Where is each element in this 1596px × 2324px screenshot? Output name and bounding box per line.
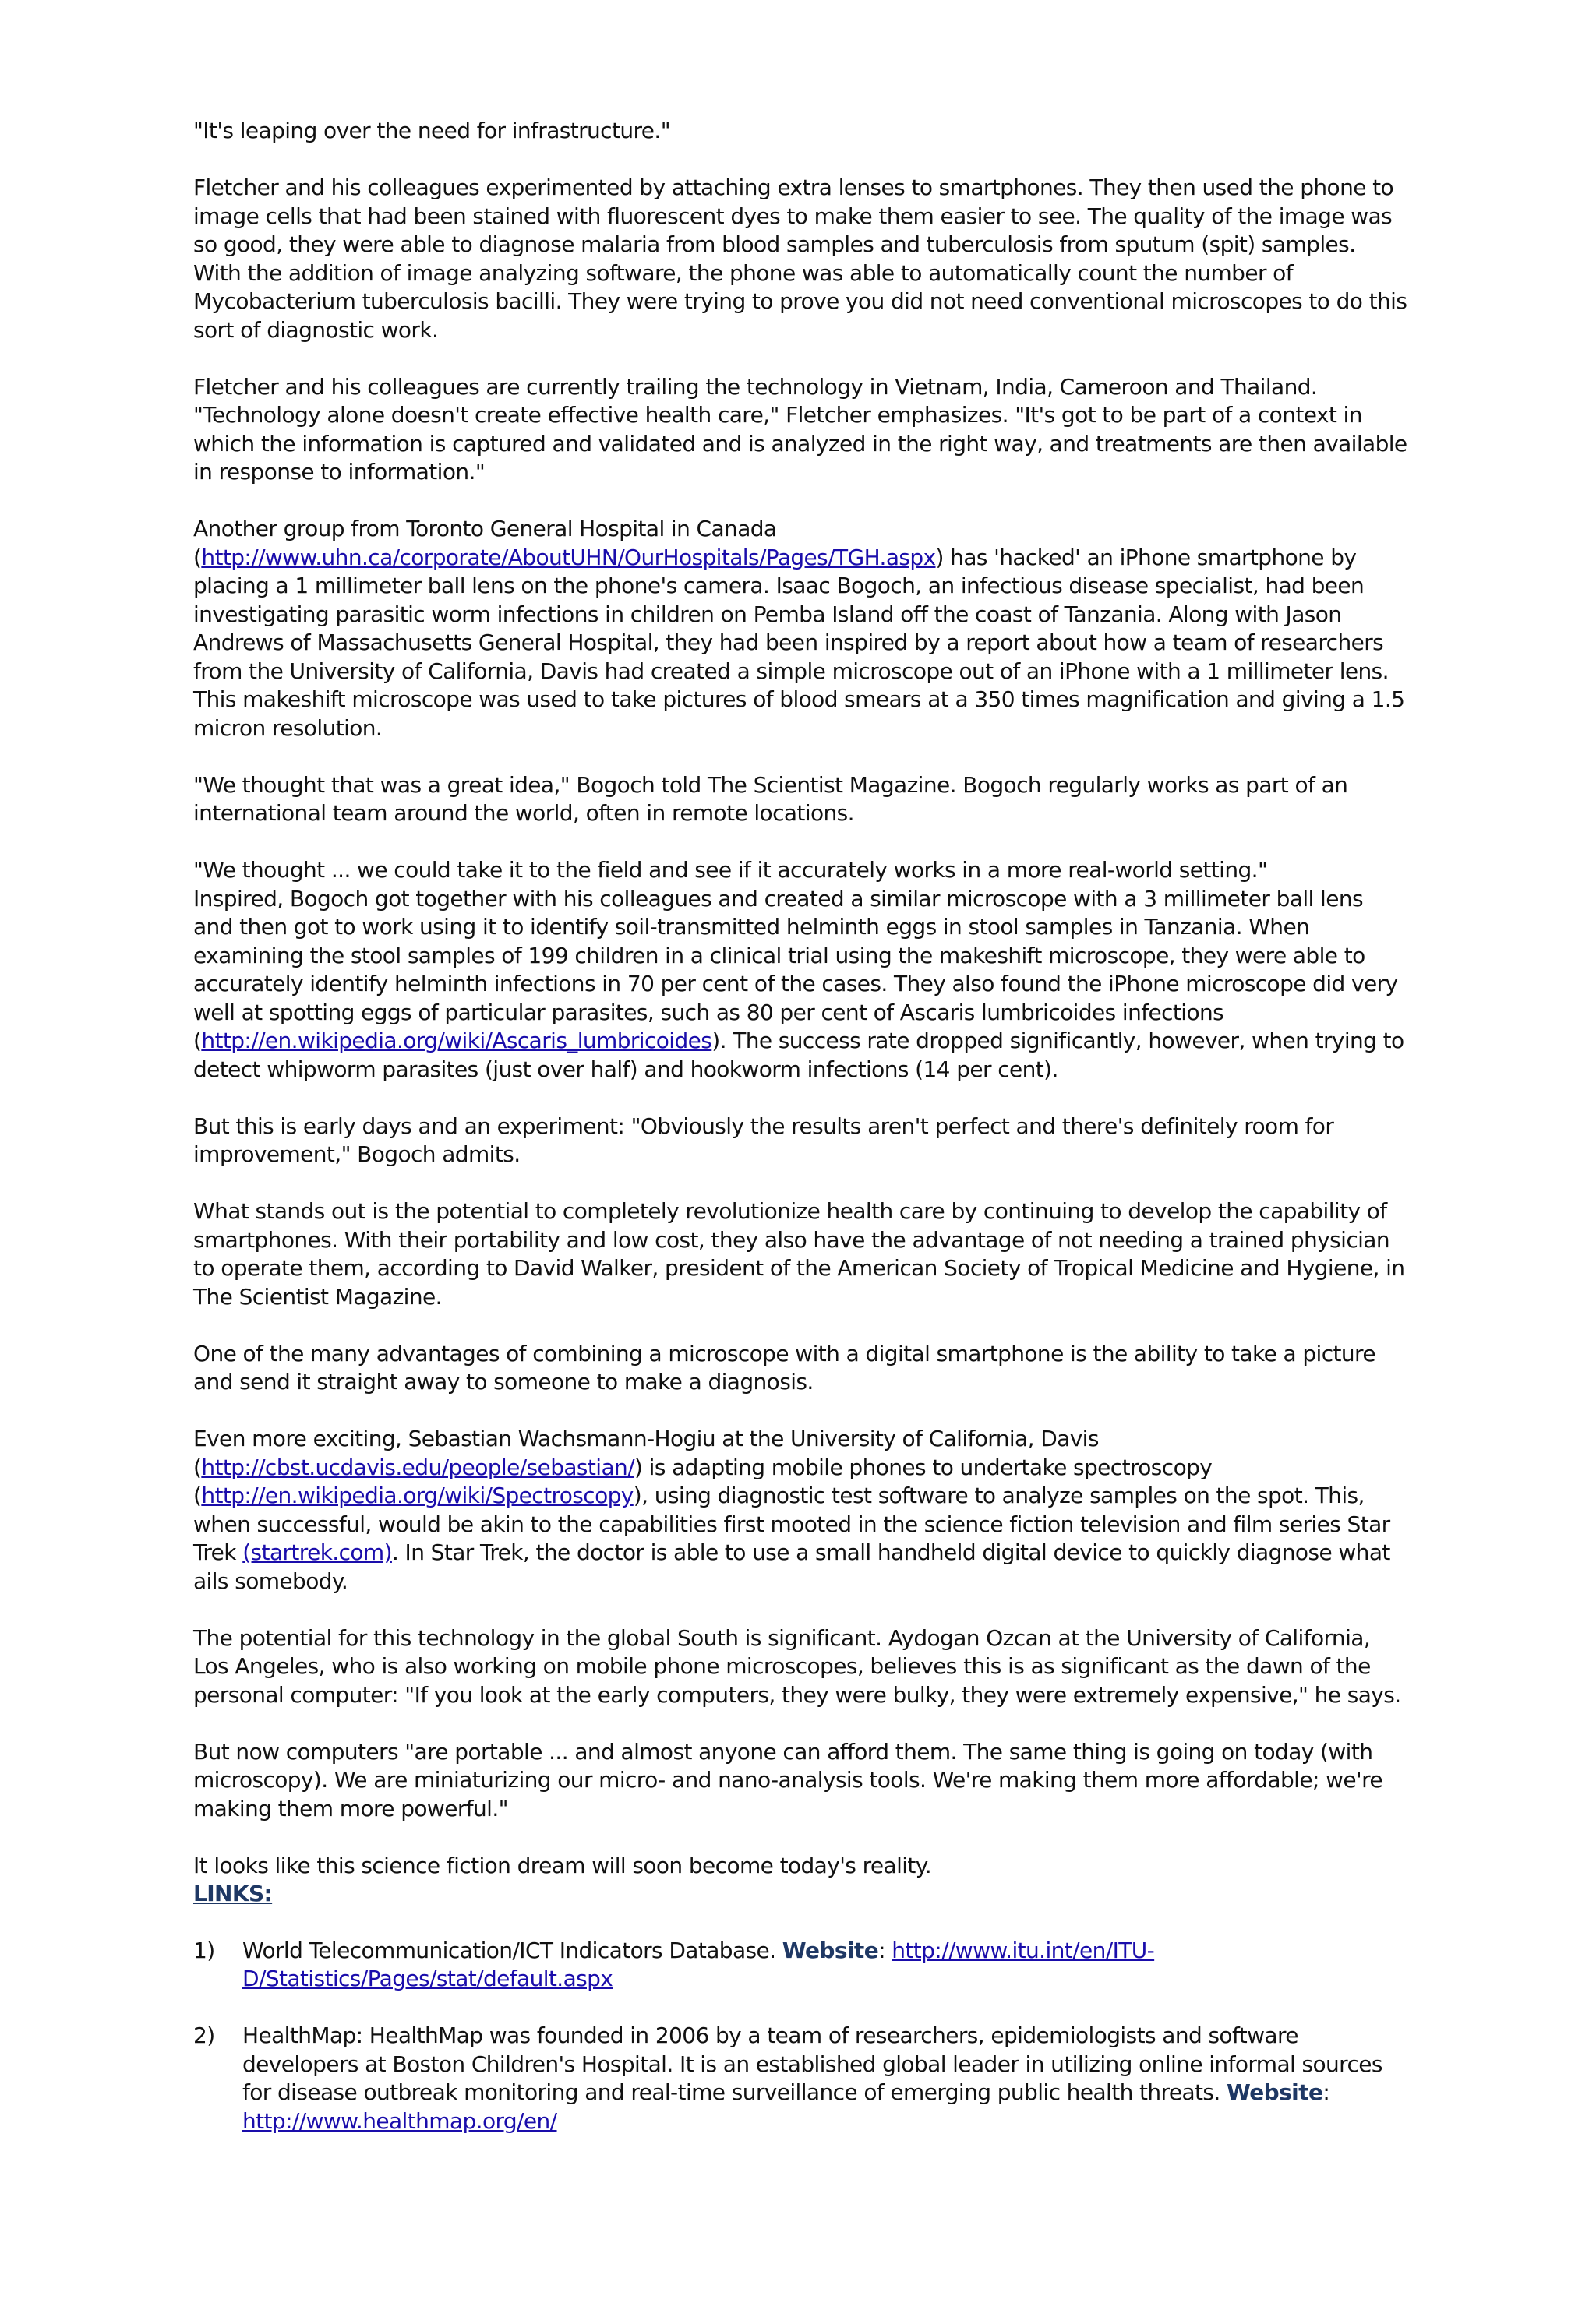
paragraph-text: What stands out is the potential to completely revolutionize health care by continuing to develop the capability of smartphones. With their portability and low cost, they also have the advantage of not needing a trained physician to operate them, according to David Walker, president of the American Society of Tropical Medicine and Hygiene, in The Scientist Magazine. bbox=[193, 1198, 1405, 1310]
paragraph-text: . In Star Trek, the doctor is able to use a small handheld digital device to quickly diagnose what ails somebody. bbox=[193, 1539, 1390, 1594]
article-paragraph bbox=[193, 373, 1409, 487]
document-page bbox=[193, 117, 1409, 2164]
article-paragraph bbox=[193, 1340, 1409, 1397]
paragraph-text: Another group from Toronto General Hospital in Canada ( bbox=[193, 516, 777, 570]
paragraph-text: One of the many advantages of combining a microscope with a digital smartphone is the ability to take a picture and send it straight away to someone to make a diagnosis. bbox=[193, 1340, 1375, 1395]
article-paragraph bbox=[193, 174, 1409, 344]
reference-link[interactable]: http://www.itu.int/en/ITU-D/Statistics/Pages/stat/default.aspx bbox=[242, 1937, 1155, 1991]
article-paragraph bbox=[193, 1425, 1409, 1596]
article-body bbox=[193, 117, 1409, 1880]
article-paragraph bbox=[193, 1197, 1409, 1311]
paragraph-text: "It's leaping over the need for infrastructure." bbox=[193, 118, 671, 143]
reference-number: 1) bbox=[193, 1937, 215, 1963]
paragraph-text: ) has 'hacked' an iPhone smartphone by placing a 1 millimeter ball lens on the phone's camera. Isaac Bogoch, an infectious disease specialist, had been investigating parasitic worm infections in children on Pemba Island off the coast of Tanzania. Along with Jason Andrews of Massachusetts General Hospital, they had been inspired by a report about how a team of researchers from the University of California, Davis had created a simple microscope out of an iPhone with a 1 millimeter lens. This makeshift microscope was used to take pictures of blood smears at a 350 times magnification and giving a 1.5 micron resolution. bbox=[193, 544, 1405, 741]
paragraph-text: But now computers "are portable ... and almost anyone can afford them. The same thing is going on today (with microscopy). We are miniaturizing our micro- and nano-analysis tools. We're making them more affordable; we're making them more powerful." bbox=[193, 1738, 1383, 1821]
paragraph-text: ). The success rate dropped significantly, however, when trying to detect whipworm parasites (just over half) and hookworm infections (14 per cent). bbox=[193, 1028, 1404, 1082]
reference-text: HealthMap: HealthMap was founded in 2006 by a team of researchers, epidemiologists and software developers at Boston Children's Hospital. It is an established global leader in utilizing online informal sources for disease outbreak monitoring and real-time surveillance of emerging public health threats. bbox=[242, 2022, 1382, 2105]
article-paragraph bbox=[193, 1624, 1409, 1710]
paragraph-text: The potential for this technology in the global South is significant. Aydogan Ozcan at the University of California, Los Angeles, who is also working on mobile phone microscopes, believes this is as significant as the dawn of the personal computer: "If you look at the early computers, they were bulky, they were extremely expensive," he says. bbox=[193, 1624, 1401, 1708]
reference-separator: : bbox=[878, 1937, 892, 1963]
links-heading: LINKS: bbox=[193, 1881, 273, 1906]
paragraph-text: ), using diagnostic test software to analyze samples on the spot. This, when successful, would be akin to the capabilities first mooted in the science fiction television and film series Star Trek bbox=[193, 1483, 1390, 1565]
inline-link[interactable]: http://en.wikipedia.org/wiki/Ascaris_lumbricoides bbox=[201, 1028, 712, 1053]
article-paragraph bbox=[193, 515, 1409, 742]
paragraph-text: Inspired, Bogoch got together with his colleagues and created a similar microscope with a 3 millimeter ball lens and then got to work using it to identify soil-transmitted helminth eggs in stool samples in Tanzania. When examining the stool samples of 199 children in a clinical trial using the makeshift microscope, they were able to accurately identify helminth infections in 70 per cent of the cases. They also found the iPhone microscope did very well at spotting eggs of particular parasites, such as 80 per cent of Ascaris lumbricoides infections ( bbox=[193, 885, 1398, 1053]
paragraph-text: It looks like this science fiction dream will soon become today's reality. bbox=[193, 1852, 932, 1878]
reference-list bbox=[193, 1937, 1409, 2136]
inline-link[interactable]: http://www.uhn.ca/corporate/AboutUHN/OurHospitals/Pages/TGH.aspx bbox=[201, 544, 936, 570]
reference-link[interactable]: http://www.healthmap.org/en/ bbox=[242, 2107, 557, 2134]
paragraph-text: Fletcher and his colleagues experimented by attaching extra lenses to smartphones. They then used the phone to image cells that had been stained with fluorescent dyes to make them easier to see. The quality of the image was so good, they were able to diagnose malaria from blood samples and tuberculosis from sputum (spit) samples. With the addition of image analyzing software, the phone was able to automatically count the number of Mycobacterium tuberculosis bacilli. They were trying to prove you did not need conventional microscopes to do this sort of diagnostic work. bbox=[193, 175, 1407, 343]
article-paragraph bbox=[193, 117, 1409, 146]
paragraph-text: "We thought that was a great idea," Bogoch told The Scientist Magazine. Bogoch regularly works as part of an international team around the world, often in remote locations. bbox=[193, 771, 1348, 826]
inline-link[interactable]: http://en.wikipedia.org/wiki/Spectroscopy bbox=[201, 1483, 634, 1508]
article-paragraph bbox=[193, 1738, 1409, 1824]
reference-separator: : bbox=[1322, 2079, 1330, 2105]
reference-website-label: Website bbox=[1227, 2079, 1323, 2105]
reference-item bbox=[193, 2022, 1409, 2135]
paragraph-text: Even more exciting, Sebastian Wachsmann-Hogiu at the University of California, Davis ( bbox=[193, 1426, 1099, 1480]
reference-text: World Telecommunication/ICT Indicators Database. bbox=[242, 1937, 782, 1963]
paragraph-text: ) is adapting mobile phones to undertake spectroscopy ( bbox=[193, 1454, 1213, 1508]
reference-number: 2) bbox=[193, 2022, 215, 2048]
inline-link[interactable]: http://cbst.ucdavis.edu/people/sebastian/ bbox=[201, 1454, 635, 1480]
paragraph-text: Fletcher and his colleagues are currently trailing the technology in Vietnam, India, Cameroon and Thailand. "Technology alone doesn't create effective health care," Fletcher emphasizes. "It's got to be part of a context in which the information is captured and validated and is analyzed in the right way, and treatments are then available in response to information." bbox=[193, 373, 1407, 485]
reference-item bbox=[193, 1937, 1409, 1994]
inline-link[interactable]: (startrek.com) bbox=[242, 1539, 392, 1565]
article-paragraph bbox=[193, 771, 1409, 828]
article-paragraph bbox=[193, 856, 1409, 1084]
article-paragraph bbox=[193, 1113, 1409, 1169]
article-paragraph bbox=[193, 1852, 1409, 1881]
paragraph-text: "We thought ... we could take it to the field and see if it accurately works in a more real-world setting." bbox=[193, 857, 1268, 883]
paragraph-text: But this is early days and an experiment: "Obviously the results aren't perfect and there's definitely room for improvement," Bogoch admits. bbox=[193, 1113, 1334, 1167]
reference-website-label: Website bbox=[782, 1937, 879, 1963]
